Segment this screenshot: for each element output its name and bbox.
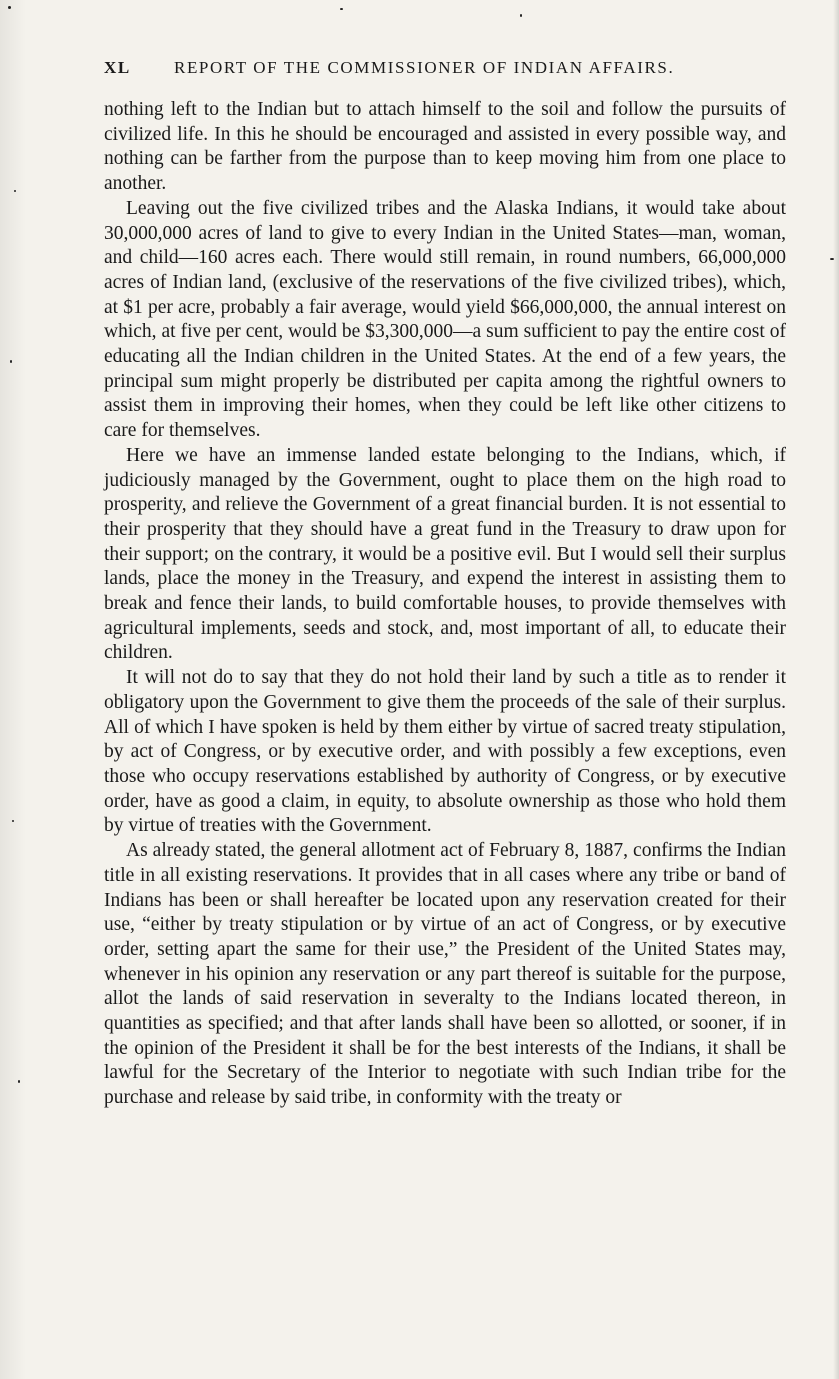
- paragraph-allotment-act: As already stated, the general allotment act of February 8, 1887, confirms the Indian title in all existing reservations. It provides that in all cases where any tribe or band of Indians has been or shall hereafter be located upon any reservation created for their use, “either by treaty stipulation or by virtue of an act of Congress, or by executive order, setting apart the same for their use,” the President of the United States may, whenever in his opinion any reservation or any part thereof is suitable for the purpose, allot the lands of said reservation in severalty to the Indians located thereon, in quantities as specified; and that after lands shall have been so allotted, or sooner, if in the opinion of the President it shall be for the best interests of the Indians, it shall be lawful for the Secretary of the Interior to negotiate with such Indian tribe for the purchase and release by said tribe, in conformity with the treaty or: [104, 840, 786, 1109]
- page-header: [104, 58, 724, 80]
- body-text: [104, 98, 786, 1111]
- paragraph-land-acreage: Leaving out the five civilized tribes and the Alaska Indians, it would take about 30,000,000 acres of land to give to every Indian in the United States—man, woman, and child—160 acres each. There would still remain, in round numbers, 66,000,000 acres of Indian land, (exclusive of the reservations of the five civilized tribes), which, at $1 per acre, probably a fair average, would yield $66,000,000, the annual interest on which, at five per cent, would be $3,300,000—a sum sufficient to pay the entire cost of educating all the Indian children in the United States. At the end of a few years, the principal sum might properly be distributed per capita among the rightful owners to assist them in improving their homes, when they could be left like other citizens to care for themselves.: [104, 197, 786, 442]
- scan-shadow-right: [833, 0, 839, 1379]
- page-number: XL: [104, 58, 131, 77]
- scan-speck: [340, 8, 343, 10]
- paragraph-continuation: nothing left to the Indian but to attach himself to the soil and follow the pursuits of civilized life. In this he should be encouraged and assisted in every possible way, and nothing can be farther from the purpose than to keep moving him from one place to another.: [104, 99, 786, 195]
- scan-speck: [8, 6, 11, 9]
- scan-speck: [520, 14, 522, 17]
- scan-speck: [18, 1080, 20, 1083]
- scan-speck: [830, 258, 834, 260]
- scan-speck: [10, 360, 12, 363]
- scan-shadow-left: [0, 0, 26, 1379]
- paragraph-landed-estate: Here we have an immense landed estate belonging to the Indians, which, if judiciously managed by the Government, ought to place them on the high road to prosperity, and relieve the Government of a great financial burden. It is not essential to their prosperity that they should have a great fund in the Treasury to draw upon for their support; on the contrary, it would be a positive evil. But I would sell their surplus lands, place the money in the Treasury, and expend the interest in assisting them to break and fence their lands, to build comfortable houses, to provide themselves with agricultural implements, seeds and stock, and, most important of all, to educate their children.: [104, 444, 786, 664]
- scan-speck: [14, 190, 16, 192]
- paragraph-land-title: It will not do to say that they do not hold their land by such a title as to render it obligatory upon the Government to give them the proceeds of the sale of their surplus. All of which I have spoken is held by them either by virtue of sacred treaty stipulation, by act of Congress, or by executive order, and with possibly a few exceptions, even those who occupy reservations established by authority of Congress, or by executive order, have as good a claim, in equity, to absolute ownership as those who hold them by virtue of treaties with the Government.: [104, 667, 786, 837]
- running-title: REPORT OF THE COMMISSIONER OF INDIAN AFFAIRS.: [174, 58, 675, 77]
- scan-speck: [12, 820, 14, 822]
